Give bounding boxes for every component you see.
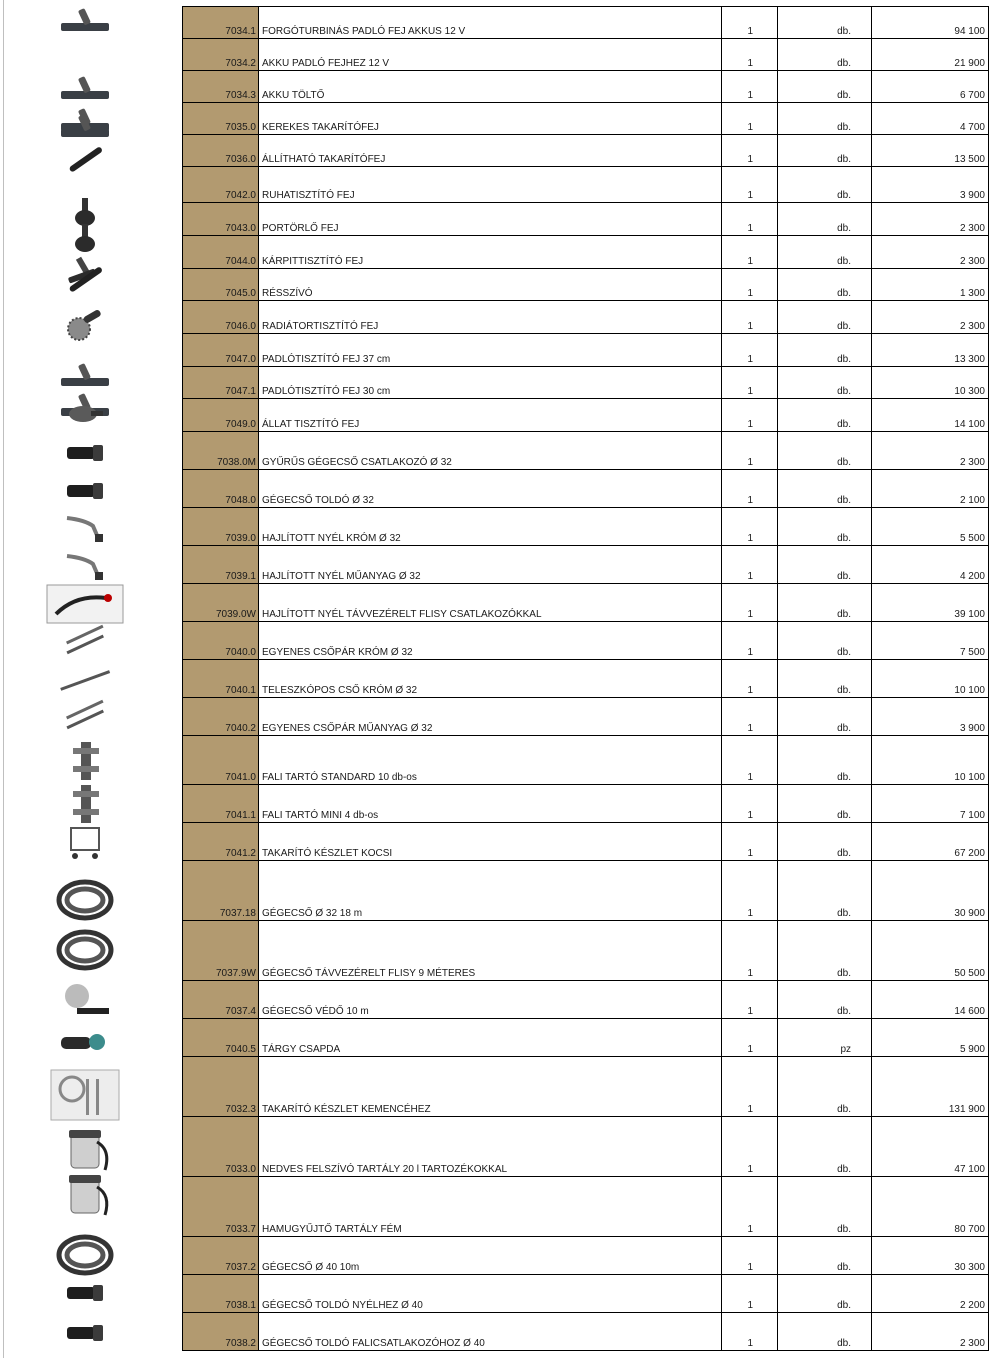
- table-row: [183, 301, 989, 334]
- cell-unit: db.: [778, 698, 872, 736]
- cell-code: 7033.7: [183, 1177, 259, 1237]
- cell-price: 5 500: [872, 508, 989, 546]
- cell-name: ÁLLÍTHATÓ TAKARÍTÓFEJ: [259, 135, 722, 167]
- hose-connector-icon: [40, 1319, 130, 1345]
- cell-price: 7 500: [872, 622, 989, 660]
- cell-price: 21 900: [872, 39, 989, 71]
- hose-connector-icon: [40, 439, 130, 465]
- cell-code: 7039.0W: [183, 584, 259, 622]
- brush-head-icon: [40, 222, 130, 254]
- table-row: [183, 1019, 989, 1057]
- cell-name: EGYENES CSŐPÁR KRÓM Ø 32: [259, 622, 722, 660]
- wall-holder-icon: [40, 783, 130, 827]
- floor-head-icon: [40, 360, 130, 390]
- cell-price: 6 700: [872, 71, 989, 103]
- cell-qty: 1: [722, 921, 778, 981]
- cell-unit: db.: [778, 103, 872, 135]
- cell-code: 7039.1: [183, 546, 259, 584]
- cell-name: PADLÓTISZTÍTÓ FEJ 30 cm: [259, 367, 722, 399]
- cell-name: HAJLÍTOTT NYÉL TÁVVEZÉRELT FLISY CSATLAKOZÓKKAL: [259, 584, 722, 622]
- cell-qty: 1: [722, 1275, 778, 1313]
- table-row: [183, 1117, 989, 1177]
- cell-name: PORTÖRLŐ FEJ: [259, 203, 722, 236]
- cell-unit: db.: [778, 367, 872, 399]
- cell-price: 13 500: [872, 135, 989, 167]
- cell-qty: 1: [722, 785, 778, 823]
- remote-handle-icon: [40, 584, 130, 624]
- coiled-hose-icon: [40, 1230, 130, 1280]
- cell-name: RADIÁTORTISZTÍTÓ FEJ: [259, 301, 722, 334]
- cell-code: 7036.0: [183, 135, 259, 167]
- table-row: [183, 660, 989, 698]
- cell-unit: db.: [778, 39, 872, 71]
- hose-sock-icon: [40, 982, 130, 1022]
- cell-qty: 1: [722, 7, 778, 39]
- cell-unit: db.: [778, 1177, 872, 1237]
- cell-price: 2 300: [872, 203, 989, 236]
- cell-code: 7034.3: [183, 71, 259, 103]
- cell-qty: 1: [722, 823, 778, 861]
- cell-name: GYŰRŰS GÉGECSŐ CSATLAKOZÓ Ø 32: [259, 432, 722, 470]
- wand-pair-icon: [40, 623, 130, 657]
- cell-price: 2 300: [872, 301, 989, 334]
- cell-price: 4 200: [872, 546, 989, 584]
- cell-name: FORGÓTURBINÁS PADLÓ FEJ AKKUS 12 V: [259, 7, 722, 39]
- cell-qty: 1: [722, 698, 778, 736]
- cell-unit: db.: [778, 736, 872, 785]
- wand-pair-icon: [40, 698, 130, 732]
- telescopic-wand-icon: [40, 667, 130, 693]
- cell-name: GÉGECSŐ TÁVVEZÉRELT FLISY 9 MÉTERES: [259, 921, 722, 981]
- cell-price: 67 200: [872, 823, 989, 861]
- cell-code: 7043.0: [183, 203, 259, 236]
- cell-code: 7042.0: [183, 167, 259, 203]
- cell-code: 7034.2: [183, 39, 259, 71]
- cell-price: 131 900: [872, 1057, 989, 1117]
- table-row: [183, 399, 989, 432]
- cell-code: 7037.18: [183, 861, 259, 921]
- price-list-table: [182, 6, 989, 1351]
- table-row: [183, 921, 989, 981]
- cell-code: 7032.3: [183, 1057, 259, 1117]
- price-list-body: [183, 7, 989, 1351]
- table-row: [183, 1057, 989, 1117]
- cell-name: GÉGECSŐ Ø 40 10m: [259, 1237, 722, 1275]
- cell-price: 4 700: [872, 103, 989, 135]
- cell-code: 7047.1: [183, 367, 259, 399]
- table-row: [183, 167, 989, 203]
- cell-qty: 1: [722, 546, 778, 584]
- cell-qty: 1: [722, 584, 778, 622]
- cell-qty: 1: [722, 470, 778, 508]
- cell-qty: 1: [722, 981, 778, 1019]
- debris-trap-icon: [40, 1023, 130, 1057]
- table-row: [183, 432, 989, 470]
- cell-name: RUHATISZTÍTÓ FEJ: [259, 167, 722, 203]
- table-row: [183, 584, 989, 622]
- wall-holder-icon: [40, 740, 130, 784]
- table-row: [183, 861, 989, 921]
- cell-unit: db.: [778, 135, 872, 167]
- cell-name: TAKARÍTÓ KÉSZLET KOCSI: [259, 823, 722, 861]
- cell-price: 10 300: [872, 367, 989, 399]
- cell-unit: db.: [778, 622, 872, 660]
- cell-unit: db.: [778, 785, 872, 823]
- crevice-tool-icon: [40, 265, 130, 295]
- cell-name: TAKARÍTÓ KÉSZLET KEMENCÉHEZ: [259, 1057, 722, 1117]
- cell-unit: db.: [778, 660, 872, 698]
- cell-price: 13 300: [872, 334, 989, 367]
- table-row: [183, 785, 989, 823]
- cell-price: 50 500: [872, 921, 989, 981]
- table-row: [183, 698, 989, 736]
- cell-price: 2 300: [872, 1313, 989, 1351]
- cell-price: 94 100: [872, 7, 989, 39]
- cell-name: NEDVES FELSZÍVÓ TARTÁLY 20 l TARTOZÉKOKKAL: [259, 1117, 722, 1177]
- floor-head-icon: [40, 111, 130, 141]
- table-row: [183, 1313, 989, 1351]
- cell-code: 7038.0M: [183, 432, 259, 470]
- table-row: [183, 236, 989, 269]
- table-row: [183, 1275, 989, 1313]
- cell-code: 7040.1: [183, 660, 259, 698]
- cell-unit: db.: [778, 7, 872, 39]
- pet-brush-icon: [40, 401, 130, 425]
- cell-code: 7034.1: [183, 7, 259, 39]
- cell-code: 7048.0: [183, 470, 259, 508]
- cell-name: GÉGECSŐ Ø 32 18 m: [259, 861, 722, 921]
- bent-handle-icon: [40, 512, 130, 544]
- cell-qty: 1: [722, 622, 778, 660]
- cell-unit: db.: [778, 1275, 872, 1313]
- cell-price: 10 100: [872, 736, 989, 785]
- cell-unit: db.: [778, 71, 872, 103]
- cell-name: FALI TARTÓ STANDARD 10 db-os: [259, 736, 722, 785]
- coiled-hose-icon: [40, 925, 130, 975]
- cell-name: KÁRPITTISZTÍTÓ FEJ: [259, 236, 722, 269]
- cell-price: 1 300: [872, 269, 989, 301]
- table-row: [183, 367, 989, 399]
- cell-code: 7041.0: [183, 736, 259, 785]
- cell-qty: 1: [722, 203, 778, 236]
- hose-connector-icon: [40, 477, 130, 503]
- page-margin-rule: [3, 0, 4, 1358]
- cell-unit: db.: [778, 236, 872, 269]
- table-row: [183, 470, 989, 508]
- cell-qty: 1: [722, 432, 778, 470]
- cell-price: 2 200: [872, 1275, 989, 1313]
- hose-connector-icon: [40, 1279, 130, 1305]
- cell-code: 7040.0: [183, 622, 259, 660]
- cell-code: 7037.4: [183, 981, 259, 1019]
- cell-code: 7033.0: [183, 1117, 259, 1177]
- cell-qty: 1: [722, 1237, 778, 1275]
- cell-name: HAMUGYŰJTŐ TARTÁLY FÉM: [259, 1177, 722, 1237]
- kit-icon: [40, 1069, 130, 1121]
- cell-qty: 1: [722, 367, 778, 399]
- table-row: [183, 71, 989, 103]
- cell-qty: 1: [722, 269, 778, 301]
- cell-qty: 1: [722, 1117, 778, 1177]
- cell-code: 7037.2: [183, 1237, 259, 1275]
- cell-unit: db.: [778, 167, 872, 203]
- cell-qty: 1: [722, 1057, 778, 1117]
- cell-qty: 1: [722, 39, 778, 71]
- cell-unit: db.: [778, 399, 872, 432]
- product-thumbnails: [40, 0, 130, 1358]
- cell-price: 10 100: [872, 660, 989, 698]
- cell-qty: 1: [722, 236, 778, 269]
- cell-qty: 1: [722, 135, 778, 167]
- cell-price: 2 300: [872, 236, 989, 269]
- cell-qty: 1: [722, 1019, 778, 1057]
- cell-price: 3 900: [872, 698, 989, 736]
- cell-code: 7041.1: [183, 785, 259, 823]
- cell-name: GÉGECSŐ VÉDŐ 10 m: [259, 981, 722, 1019]
- bent-handle-icon: [40, 550, 130, 582]
- cell-unit: db.: [778, 470, 872, 508]
- cell-unit: db.: [778, 1313, 872, 1351]
- cell-name: GÉGECSŐ TOLDÓ NYÉLHEZ Ø 40: [259, 1275, 722, 1313]
- cell-unit: db.: [778, 508, 872, 546]
- cell-price: 2 100: [872, 470, 989, 508]
- cell-unit: db.: [778, 432, 872, 470]
- cell-price: 30 900: [872, 861, 989, 921]
- cart-icon: [40, 822, 130, 862]
- table-row: [183, 1177, 989, 1237]
- cell-name: KEREKES TAKARÍTÓFEJ: [259, 103, 722, 135]
- cell-qty: 1: [722, 301, 778, 334]
- cell-code: 7037.9W: [183, 921, 259, 981]
- cell-code: 7044.0: [183, 236, 259, 269]
- cell-price: 39 100: [872, 584, 989, 622]
- floor-head-icon: [40, 73, 130, 103]
- cell-unit: db.: [778, 1057, 872, 1117]
- cell-price: 80 700: [872, 1177, 989, 1237]
- cell-code: 7040.2: [183, 698, 259, 736]
- cell-name: TÁRGY CSAPDA: [259, 1019, 722, 1057]
- cell-price: 3 900: [872, 167, 989, 203]
- cell-qty: 1: [722, 334, 778, 367]
- cell-unit: db.: [778, 921, 872, 981]
- cell-qty: 1: [722, 1177, 778, 1237]
- table-row: [183, 981, 989, 1019]
- table-row: [183, 334, 989, 367]
- table-row: [183, 39, 989, 71]
- cell-name: ÁLLAT TISZTÍTÓ FEJ: [259, 399, 722, 432]
- table-row: [183, 622, 989, 660]
- cell-code: 7041.2: [183, 823, 259, 861]
- cell-code: 7039.0: [183, 508, 259, 546]
- cell-name: GÉGECSŐ TOLDÓ Ø 32: [259, 470, 722, 508]
- table-row: [183, 7, 989, 39]
- cell-unit: db.: [778, 203, 872, 236]
- cell-code: 7046.0: [183, 301, 259, 334]
- cell-qty: 1: [722, 861, 778, 921]
- table-row: [183, 736, 989, 785]
- table-row: [183, 135, 989, 167]
- table-row: [183, 823, 989, 861]
- cell-qty: 1: [722, 71, 778, 103]
- cell-price: 2 300: [872, 432, 989, 470]
- cell-name: TELESZKÓPOS CSŐ KRÓM Ø 32: [259, 660, 722, 698]
- cell-qty: 1: [722, 103, 778, 135]
- cell-code: 7047.0: [183, 334, 259, 367]
- cell-name: HAJLÍTOTT NYÉL KRÓM Ø 32: [259, 508, 722, 546]
- cell-unit: db.: [778, 861, 872, 921]
- cell-name: EGYENES CSŐPÁR MŰANYAG Ø 32: [259, 698, 722, 736]
- cell-name: AKKU PADLÓ FEJHEZ 12 V: [259, 39, 722, 71]
- cell-name: GÉGECSŐ TOLDÓ FALICSATLAKOZÓHOZ Ø 40: [259, 1313, 722, 1351]
- cell-price: 30 300: [872, 1237, 989, 1275]
- crevice-tool-icon: [40, 145, 130, 175]
- table-row: [183, 508, 989, 546]
- cell-unit: db.: [778, 301, 872, 334]
- cell-unit: pz: [778, 1019, 872, 1057]
- cell-price: 47 100: [872, 1117, 989, 1177]
- cell-name: RÉSSZÍVÓ: [259, 269, 722, 301]
- cell-unit: db.: [778, 1237, 872, 1275]
- floor-head-icon: [40, 5, 130, 35]
- cell-qty: 1: [722, 167, 778, 203]
- cell-unit: db.: [778, 334, 872, 367]
- cell-code: 7038.2: [183, 1313, 259, 1351]
- coiled-hose-icon: [40, 875, 130, 925]
- table-row: [183, 546, 989, 584]
- cell-unit: db.: [778, 981, 872, 1019]
- cell-price: 7 100: [872, 785, 989, 823]
- cell-unit: db.: [778, 546, 872, 584]
- cell-unit: db.: [778, 269, 872, 301]
- cell-qty: 1: [722, 736, 778, 785]
- cell-code: 7049.0: [183, 399, 259, 432]
- radiator-brush-icon: [40, 307, 130, 343]
- cell-price: 14 100: [872, 399, 989, 432]
- cell-unit: db.: [778, 584, 872, 622]
- cell-qty: 1: [722, 1313, 778, 1351]
- cell-qty: 1: [722, 660, 778, 698]
- cell-name: FALI TARTÓ MINI 4 db-os: [259, 785, 722, 823]
- cell-qty: 1: [722, 399, 778, 432]
- canister-icon: [40, 1167, 130, 1223]
- cell-name: AKKU TÖLTŐ: [259, 71, 722, 103]
- table-row: [183, 103, 989, 135]
- table-row: [183, 1237, 989, 1275]
- cell-price: 14 600: [872, 981, 989, 1019]
- table-row: [183, 203, 989, 236]
- cell-code: 7038.1: [183, 1275, 259, 1313]
- cell-unit: db.: [778, 1117, 872, 1177]
- cell-code: 7045.0: [183, 269, 259, 301]
- cell-code: 7040.5: [183, 1019, 259, 1057]
- cell-code: 7035.0: [183, 103, 259, 135]
- cell-unit: db.: [778, 823, 872, 861]
- cell-price: 5 900: [872, 1019, 989, 1057]
- cell-name: HAJLÍTOTT NYÉL MŰANYAG Ø 32: [259, 546, 722, 584]
- cell-qty: 1: [722, 508, 778, 546]
- table-row: [183, 269, 989, 301]
- cell-name: PADLÓTISZTÍTÓ FEJ 37 cm: [259, 334, 722, 367]
